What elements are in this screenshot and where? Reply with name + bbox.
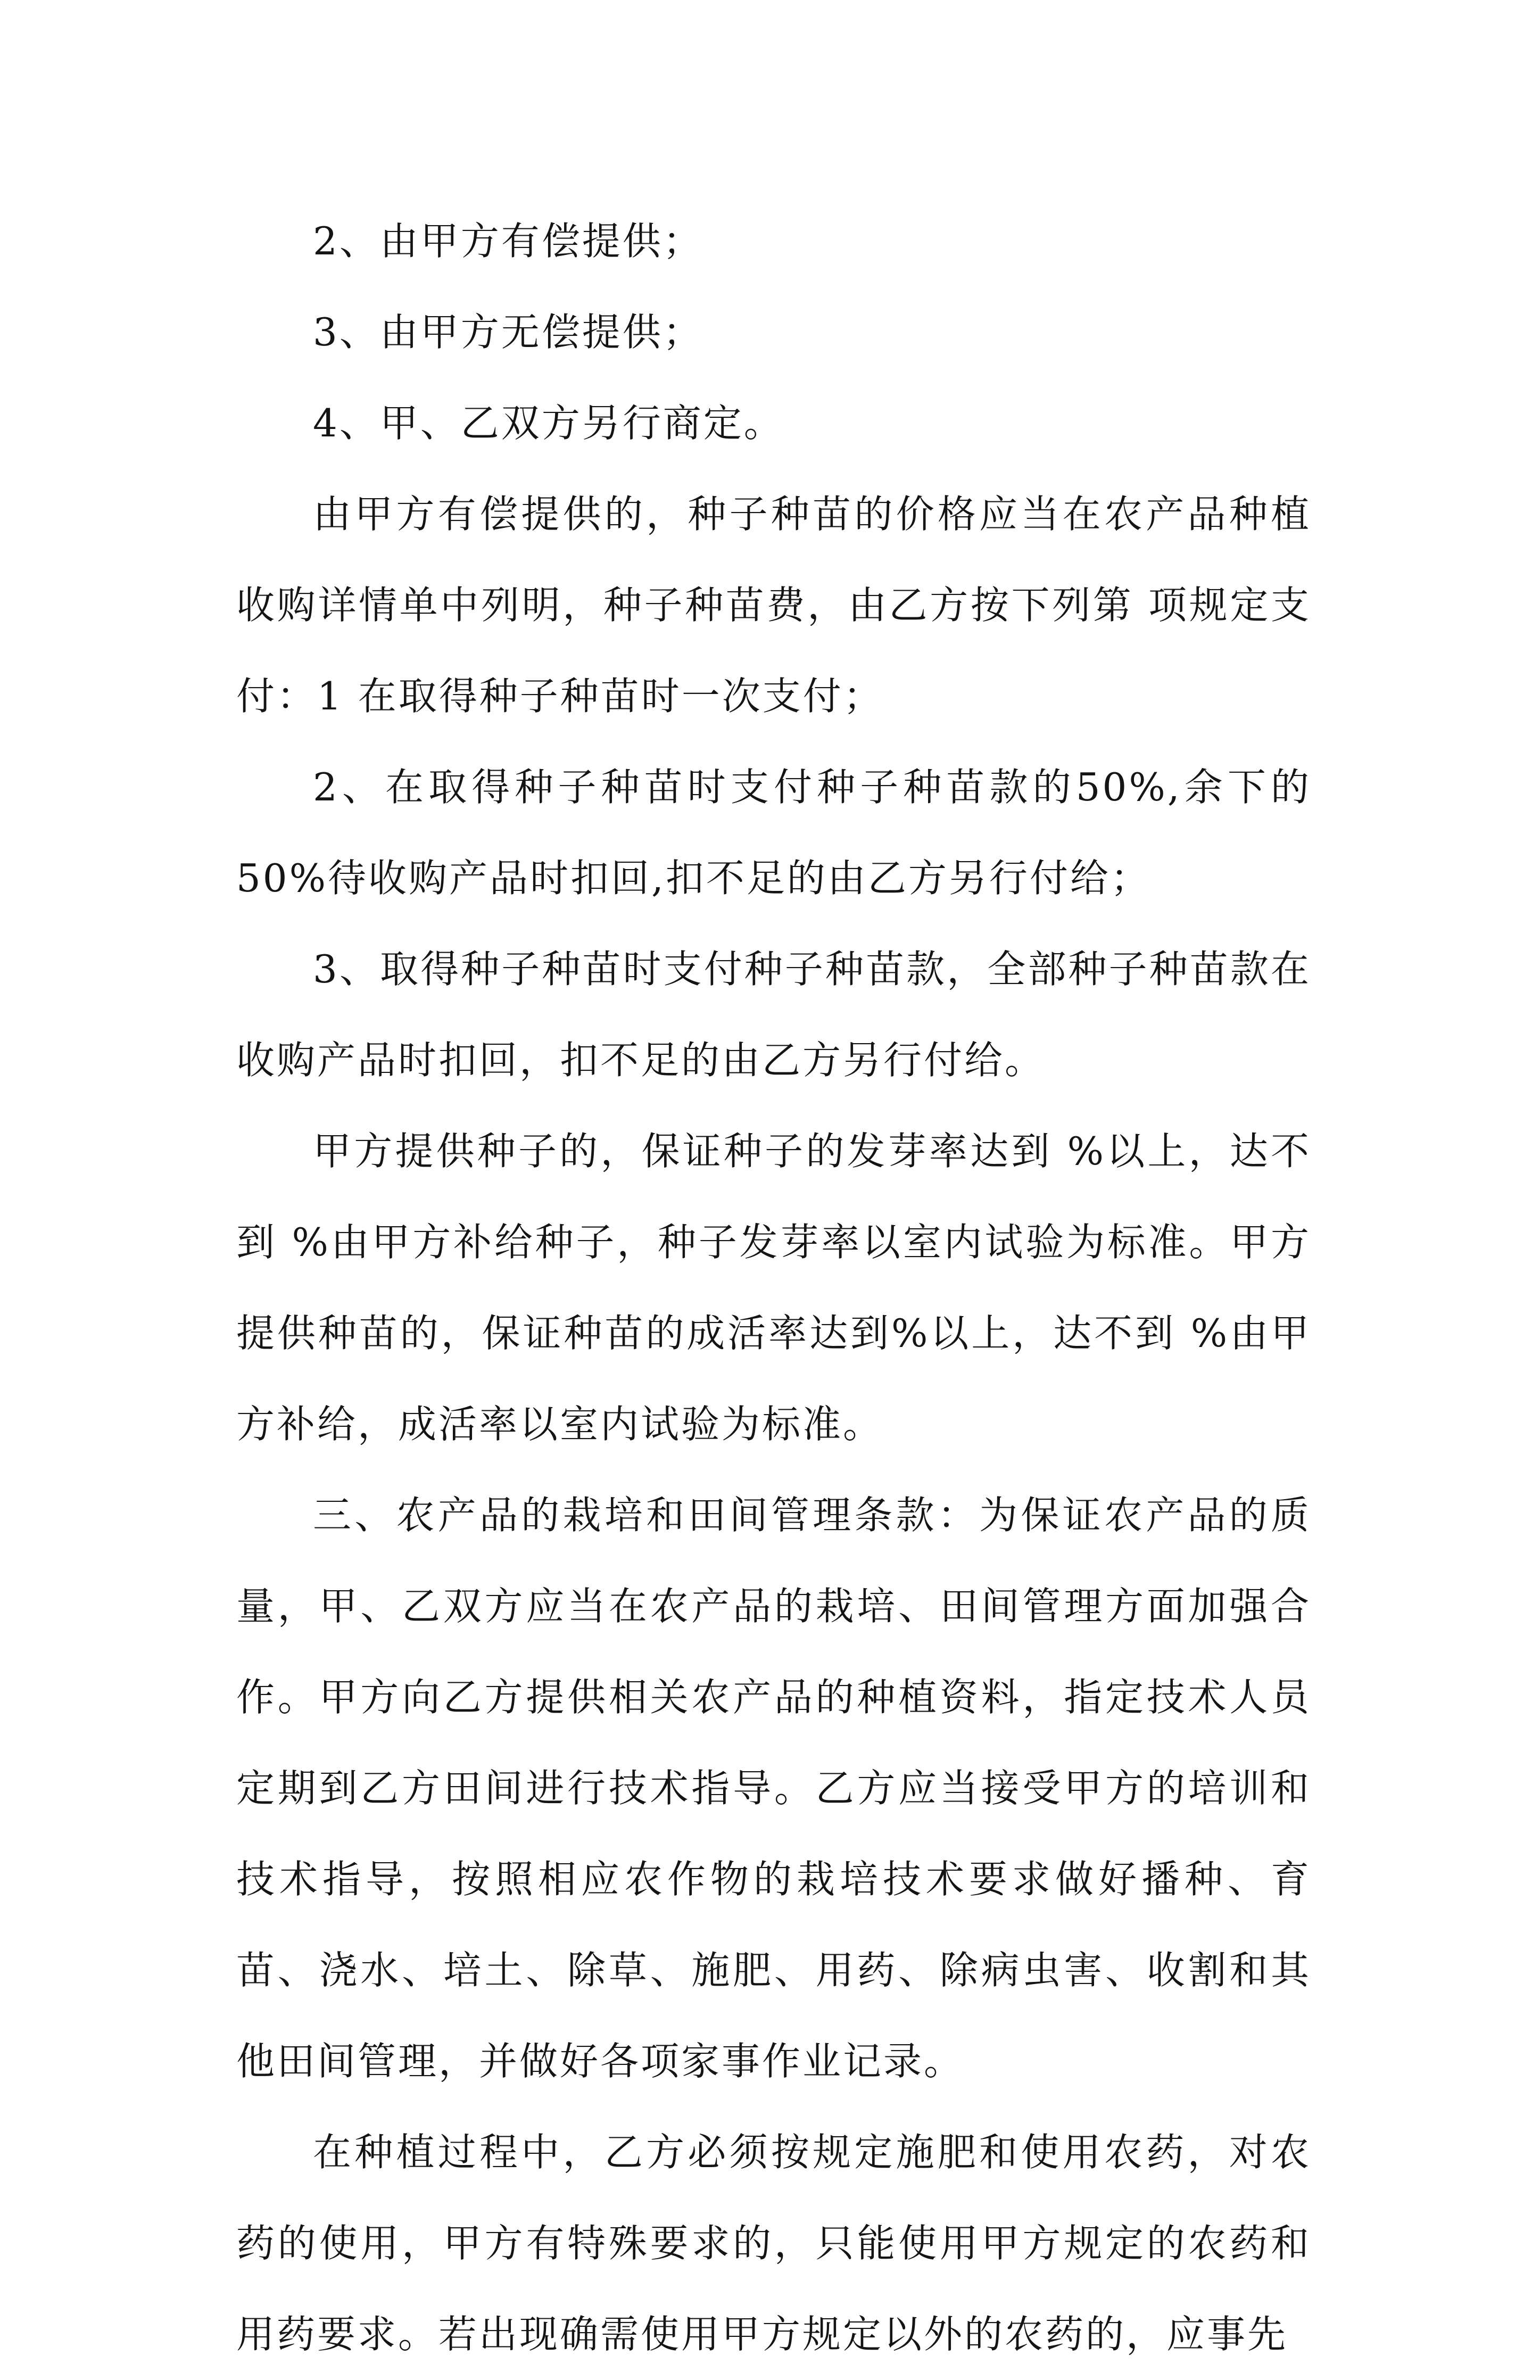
paragraph-seed-price: 由甲方有偿提供的，种子种苗的价格应当在农产品种植收购详情单中列明，种子种苗费，由乙方按下列第 项规定支付：1 在取得种子种苗时一次支付；	[236, 492, 1311, 718]
paragraph-item-3: 3、由甲方无偿提供；	[313, 310, 703, 354]
paragraph-pesticide-use: 在种植过程中，乙方必须按规定施肥和使用农药，对农药的使用，甲方有特殊要求的，只能使用甲方规定的农药和用药要求。若出现确需使用甲方规定以外的农药的，应事先	[236, 2130, 1311, 2357]
paragraph-germination-rate: 甲方提供种子的，保证种子的发芽率达到 %以上，达不到 %由甲方补给种子，种子发芽率以室内试验为标准。甲方提供种苗的，保证种苗的成活率达到%以上，达不到 %由甲方补给，成活率以室内试验为标准。	[236, 1129, 1311, 1447]
document-body	[236, 196, 1311, 2380]
paragraph-item-2: 2、由甲方有偿提供；	[313, 219, 703, 263]
paragraph-cultivation-terms: 三、农产品的栽培和田间管理条款：为保证农产品的质量，甲、乙双方应当在农产品的栽培、田间管理方面加强合作。甲方向乙方提供相关农产品的种植资料，指定技术人员定期到乙方田间进行技术指导。乙方应当接受甲方的培训和技术指导，按照相应农作物的栽培技术要求做好播种、育苗、浇水、培土、除草、施肥、用药、除病虫害、收割和其他田间管理，并做好各项家事作业记录。	[236, 1493, 1311, 2084]
paragraph-payment-option-2: 2、在取得种子种苗时支付种子种苗款的50%,余下的50%待收购产品时扣回,扣不足的由乙方另行付给；	[236, 765, 1311, 900]
paragraph-payment-option-3: 3、取得种子种苗时支付种子种苗款，全部种子种苗款在收购产品时扣回，扣不足的由乙方另行付给。	[236, 947, 1311, 1082]
paragraph-item-4: 4、甲、乙双方另行商定。	[313, 401, 784, 445]
